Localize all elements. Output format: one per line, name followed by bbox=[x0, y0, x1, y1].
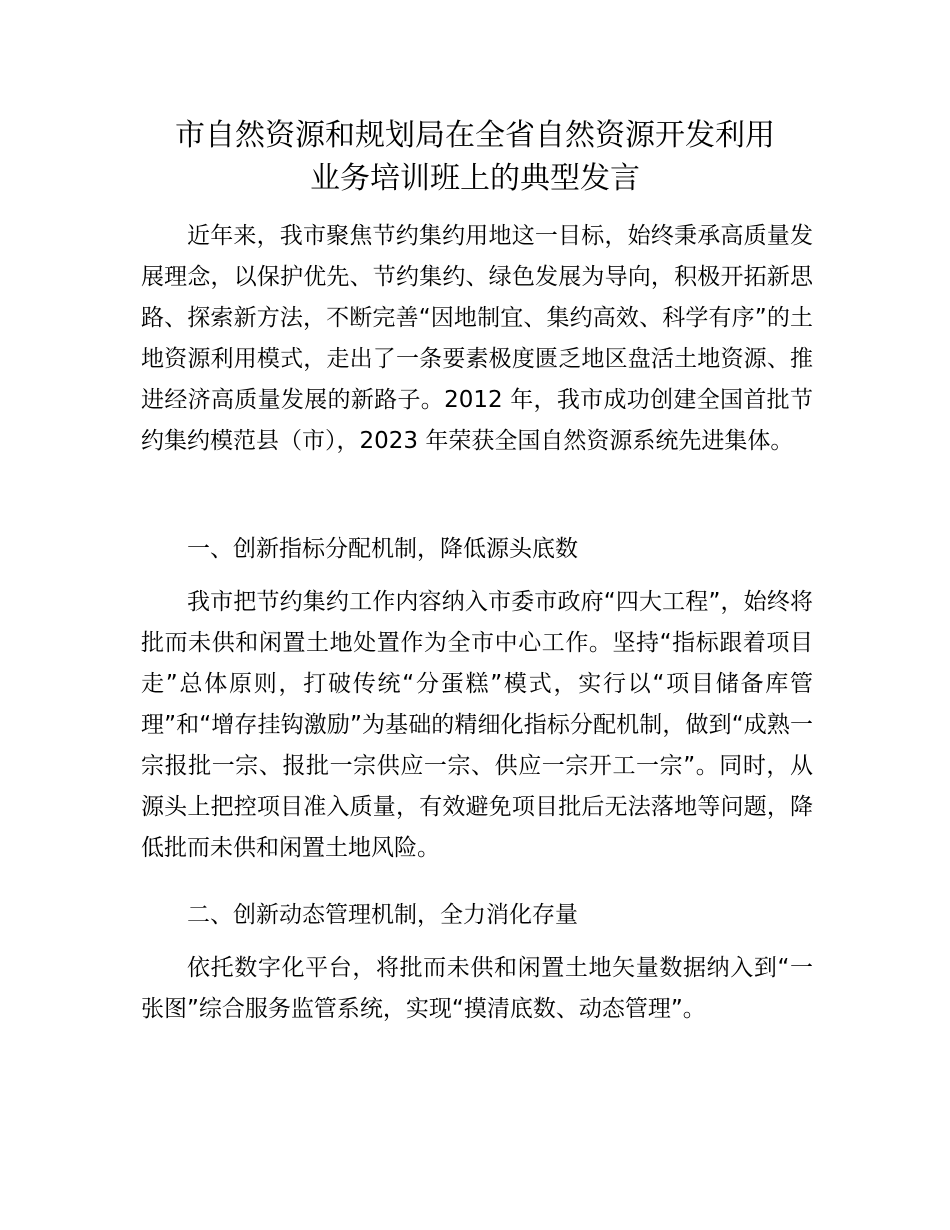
section-1-paragraph: 我市把节约集约工作内容纳入市委市政府“四大工程”，始终将批而未供和闲置土地处置作为全市中心工作。坚持“指标跟着项目走”总体原则，打破传统“分蛋糕”模式，实行以“项目储备库管理”和“增存挂钩激励”为基础的精细化指标分配机制，做到“成熟一宗报批一宗、报批一宗供应一宗、供应一宗开工一宗”。同时，从源头上把控项目准入质量，有效避免项目批后无法落地等问题，降低批而未供和闲置土地风险。 bbox=[141, 589, 813, 861]
section-heading-1: 一、创新指标分配机制，降低源头底数 bbox=[187, 536, 578, 562]
intro-paragraph: 近年来，我市聚焦节约集约用地这一目标，始终秉承高质量发展理念，以保护优先、节约集约、绿色发展为导向，积极开拓新思路、探索新方法，不断完善“因地制宜、集约高效、科学有序”的土地资源利用模式，走出了一条要素极度匮乏地区盘活土地资源、推进经济高质量发展的新路子。2012 年，我市成功创建全国首批节约集约模范县（市），2023 年荣获全国自然资源系统先进集体。 bbox=[141, 223, 813, 454]
document-title-line-1: 市自然资源和规划局在全省自然资源开发利用 bbox=[175, 118, 775, 153]
document-title-line-2: 业务培训班上的典型发言 bbox=[310, 161, 640, 196]
section-heading-2: 二、创新动态管理机制，全力消化存量 bbox=[187, 902, 578, 928]
section-2-paragraph: 依托数字化平台，将批而未供和闲置土地矢量数据纳入到“一张图”综合服务监管系统，实现“摸清底数、动态管理”。 bbox=[141, 955, 813, 1022]
